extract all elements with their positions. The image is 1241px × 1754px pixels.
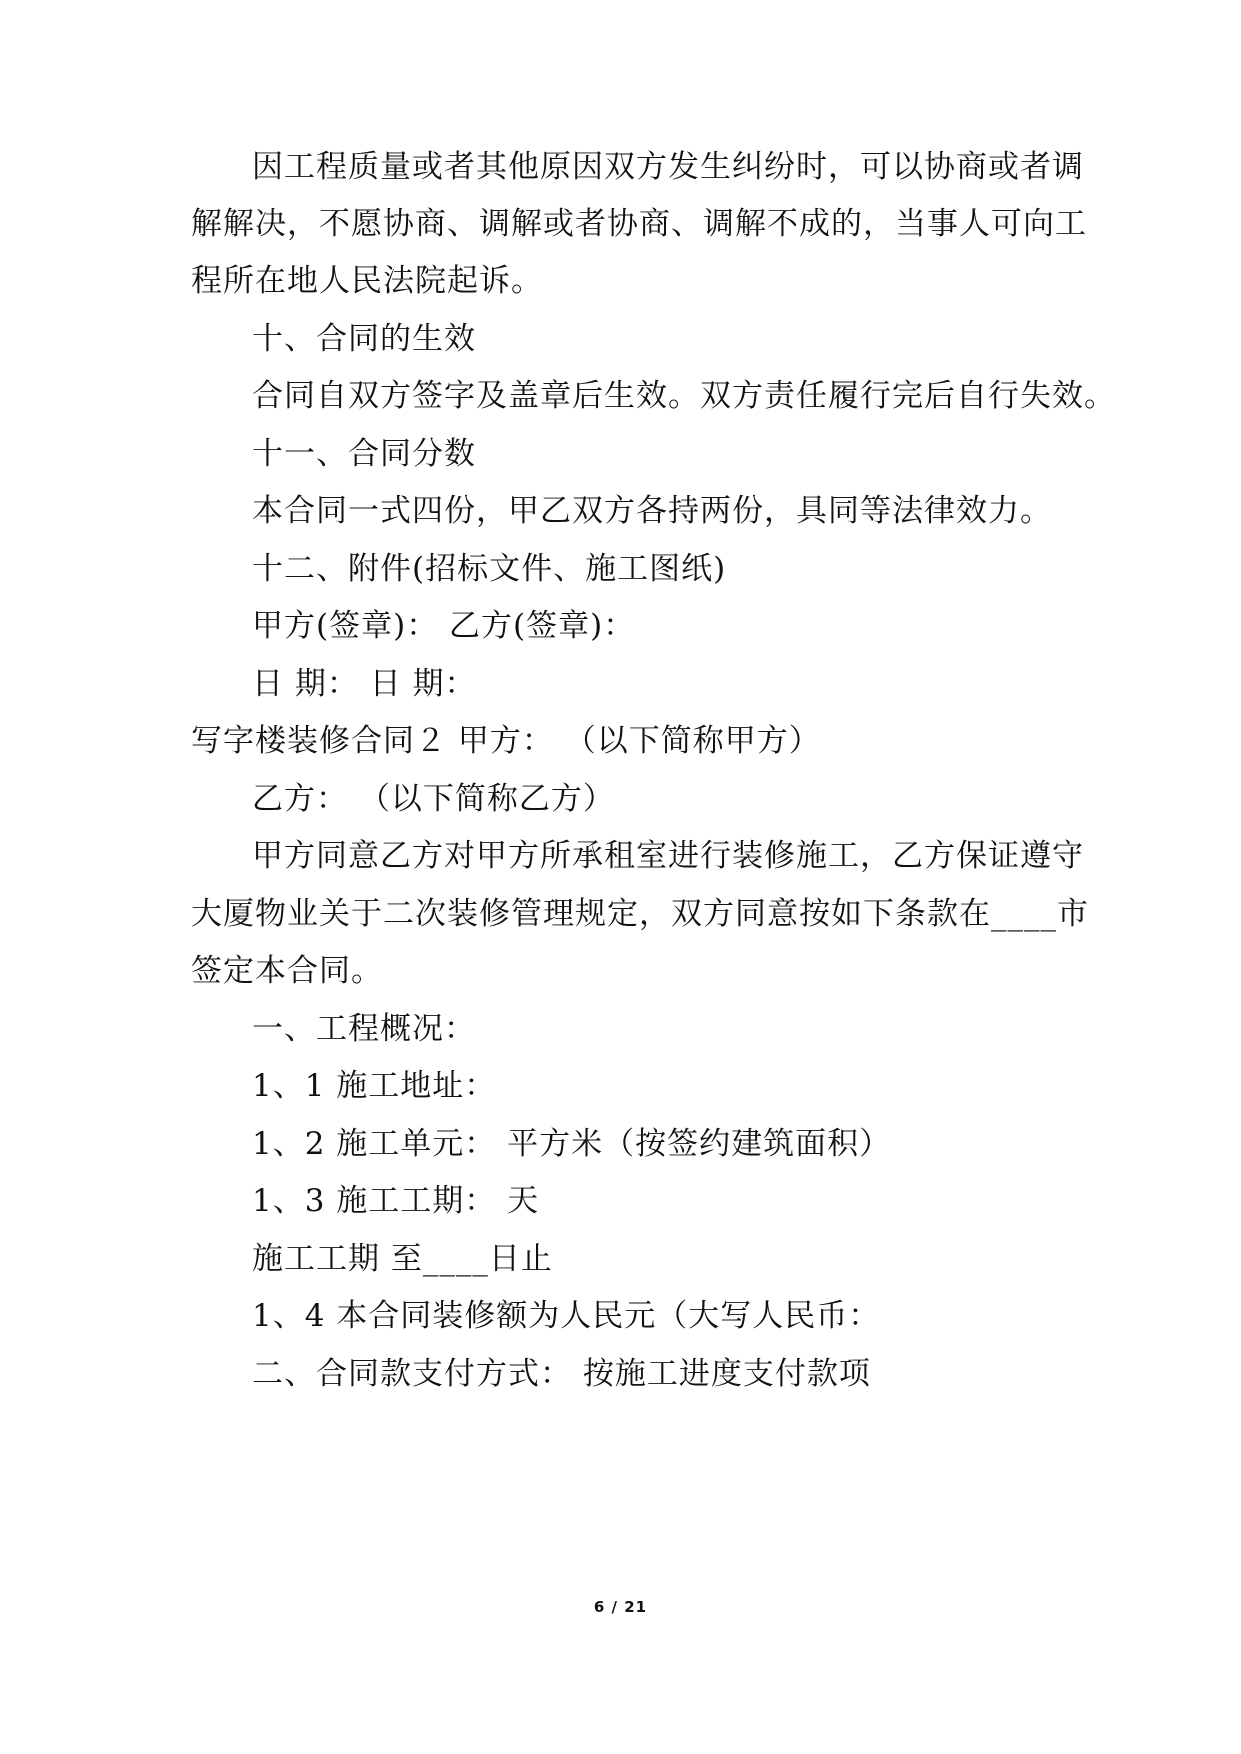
list-item: 1、1 施工地址：: [252, 1068, 497, 1104]
paragraph-line: 大厦物业关于二次装修管理规定，双方同意按如下条款在____市: [191, 896, 1089, 932]
signature-line: 甲方(签章)： 乙方(签章)：: [252, 608, 636, 644]
section-heading: 十、合同的生效: [252, 321, 476, 357]
list-item: 1、4 本合同装修额为人民元（大写人民币：: [252, 1298, 881, 1334]
section-heading: 二、合同款支付方式： 按施工进度支付款项: [252, 1356, 871, 1392]
paragraph-line: 签定本合同。: [191, 953, 383, 989]
list-item: 1、3 施工工期： 天: [252, 1183, 540, 1219]
paragraph-line: 合同自双方签字及盖章后生效。双方责任履行完后自行失效。: [252, 378, 1116, 414]
paragraph-line: 解解决，不愿协商、调解或者协商、调解不成的，当事人可向工: [191, 206, 1087, 242]
paragraph-line: 甲方同意乙方对甲方所承租室进行装修施工，乙方保证遵守: [252, 838, 1084, 874]
paragraph-line: 因工程质量或者其他原因双方发生纠纷时，可以协商或者调: [252, 149, 1084, 185]
section-heading: 十二、附件(招标文件、施工图纸): [252, 551, 727, 587]
paragraph-line: 乙方： （以下简称乙方）: [252, 781, 615, 817]
section-heading: 十一、合同分数: [252, 436, 476, 472]
paragraph-line: 施工工期 至____日止: [252, 1241, 553, 1277]
list-item: 1、2 施工单元： 平方米（按签约建筑面积）: [252, 1126, 892, 1162]
paragraph-line: 程所在地人民法院起诉。: [191, 263, 543, 299]
contract-title-line: 写字楼装修合同２ 甲方： （以下简称甲方）: [191, 723, 821, 759]
paragraph-line: 本合同一式四份，甲乙双方各持两份，具同等法律效力。: [252, 493, 1052, 529]
date-line: 日 期： 日 期：: [252, 666, 477, 702]
section-heading: 一、工程概况：: [252, 1011, 476, 1047]
page-number: 6 / 21: [593, 1598, 648, 1616]
